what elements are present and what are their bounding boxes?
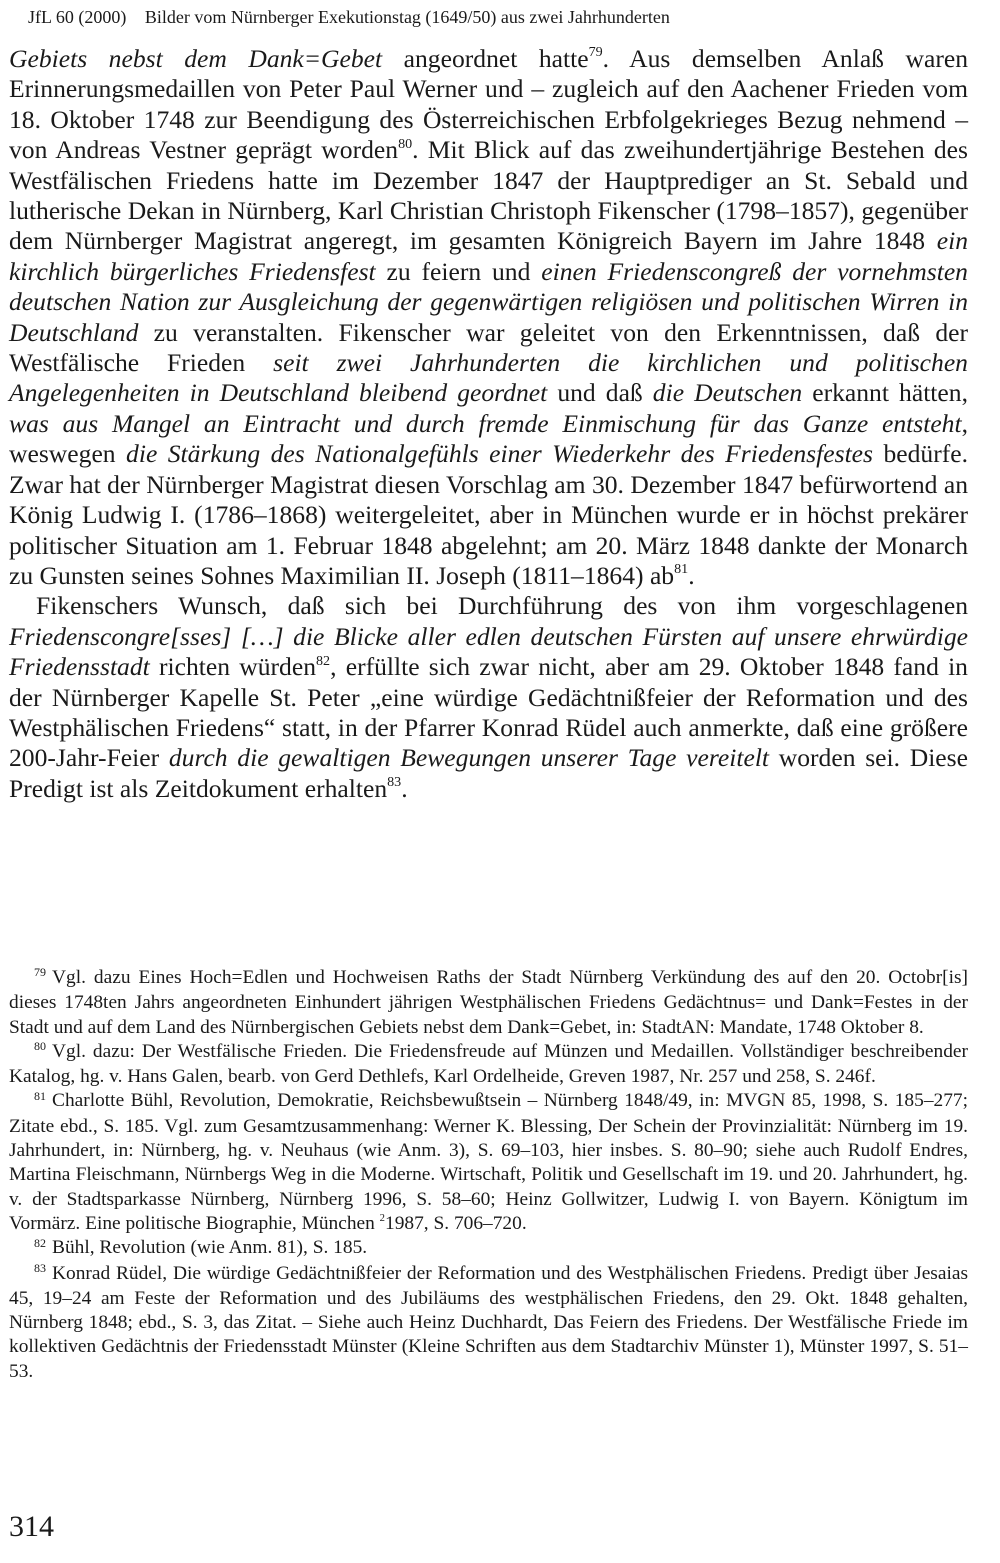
footnote-82	[9, 1236, 968, 1261]
text-run: .	[401, 773, 408, 803]
paragraph-1	[9, 44, 968, 591]
text-run: zu veranstalten. Fikenscher war geleitet von den Erkenntnissen, daß der Westfälische Frieden	[9, 317, 968, 378]
quote: durch die gewaltigen Bewegungen unserer Tage vereitelt	[168, 743, 770, 773]
footnote-text: Bühl, Revolution (wie Anm. 81), S. 185.	[52, 1237, 368, 1259]
footnote-ref-80[interactable]: 80	[398, 135, 413, 152]
quote: seit zwei Jahrhunderten die kirchlichen und politischen Angelegenheiten in Deutschland bleibend geordnet	[9, 348, 968, 408]
edition-superscript: 2	[379, 1211, 385, 1224]
main-text	[9, 44, 968, 804]
page-number: 314	[9, 1510, 54, 1543]
text-run: und daß	[547, 378, 653, 408]
text-run: bedürfe. Zwar hat der Nürnberger Magistrat diesen Vorschlag am 30. Dezember 1847 befürwortend an König Ludwig I. (1786–1868) weitergeleitet, aber in München wurde er in höchst prekärer politischer Situation am 1. Februar 1848 abgelehnt; am 20. März 1848 dankte der Monarch zu Gunsten seines Sohnes Maximilian II. Joseph (1811–1864) ab	[9, 439, 968, 590]
footnote-79	[9, 966, 968, 1040]
running-header	[28, 6, 978, 28]
footnote-text: Charlotte Bühl, Revolution, Demokratie, Reichsbewußtsein – Nürnberg 1848/49, in: MVGN 85, 1998, S. 185–277; Zitate ebd., S. 185. Vgl. zum Gesamtzusammenhang: Werner K. Blessing, Der Schein der Provinzialität: Nürnberg im 19. Jahrhundert, in: Nürnberg, hg. v. Neuhaus (wie Anm. 3), S. 69–103, hier insbes. S. 80–90; siehe auch Rudolf Endres, Martina Fleischmann, Nürnbergs Weg in die Moderne. Wirtschaft, Politik und Gesellschaft im 19. und 20. Jahrhundert, hg. v. der Stadtsparkasse Nürnberg, Nürnberg 1996, S. 58–60; Heinz Gollwitzer, Ludwig I. von Bayern. Königtum im Vormärz. Eine politische Biographie, München	[9, 1090, 968, 1234]
footnote-81	[9, 1089, 968, 1236]
text-run: . Aus demselben Anlaß waren Erinnerungsmedaillen von Peter Paul Werner und – zugleich auf den Aachener Frieden vom 18. Oktober 1748 zur Beendigung des Österreichischen Erbfolgekrieges Bezug nehmend – von Andreas Vestner geprägt worden	[9, 44, 968, 165]
quote: die Deutschen	[652, 378, 803, 408]
footnote-ref-83[interactable]: 83	[387, 774, 402, 791]
text-run: angeordnet hatte	[382, 44, 589, 73]
footnote-80	[9, 1040, 968, 1090]
text-run: worden sei. Diese Predigt ist als Zeitdokument erhalten	[9, 743, 968, 803]
quote: Gebiets nebst dem Dank=Gebet	[9, 44, 383, 73]
footnote-ref-79[interactable]: 79	[588, 44, 603, 61]
footnote-number: 82	[34, 1235, 47, 1250]
text-run: Fikenschers Wunsch, daß sich bei Durchführung des von ihm vorgeschlagenen	[36, 591, 968, 621]
footnote-number: 83	[34, 1260, 47, 1275]
text-run: erkannt hätten,	[802, 378, 968, 408]
text-run: zu feiern und	[375, 256, 542, 286]
quote: ein kirchlich bürgerliches Friedensfest	[9, 226, 968, 286]
footnote-text: 1987, S. 706–720.	[385, 1212, 527, 1234]
text-run: , erfüllte sich zwar nicht, aber am 29. Oktober 1848 fand in der Nürnberger Kapelle St. Peter „eine würdige Gedächtnißfeier der Reformation und des Westphälischen Friedens“ statt, in der Pfarrer Konrad Rüdel auch anmerkte, daß eine größere 200-Jahr-Feier	[9, 652, 968, 773]
footnote-text: Konrad Rüdel, Die würdige Gedächtnißfeier der Reformation und des Westphälischen Friedens. Predigt über Jesaias 45, 19–24 am Feste der Reformation und des Jubiläums des westphälischen Friedens, den 29. Okt. 1848 gehalten, Nürnberg 1848; ebd., S. 3, das Zitat. – Siehe auch Heinz Duchhardt, Das Feiern des Friedens. Der Westfälische Friede im kollektiven Gedächtnis der Friedensstadt Münster (Kleine Schriften aus dem Stadtarchiv Münster 1), Münster 1997, S. 51–53.	[9, 1262, 968, 1382]
footnote-83	[9, 1262, 968, 1384]
paragraph-2	[9, 591, 968, 804]
footnote-number: 81	[34, 1088, 47, 1103]
text-run: , weswegen	[9, 408, 968, 469]
footnote-text: Vgl. dazu: Der Westfälische Frieden. Die Friedensfreude auf Münzen und Medaillen. Vollständiger beschreibender Katalog, hg. v. Hans Galen, bearb. von Gerd Dethlefs, Karl Ordelheide, Greven 1987, Nr. 257 und 258, S. 246f.	[9, 1040, 968, 1088]
footnotes	[9, 966, 968, 1384]
quote: einen Friedenscongreß der vornehmsten deutschen Nation zur Ausgleichung der gegenwärtigen religiösen und politischen Wirren in Deutschland	[9, 256, 968, 347]
quote: die Stärkung des Nationalgefühls einer Wiederkehr des Friedensfestes	[126, 439, 873, 469]
text-run: .	[688, 560, 695, 590]
footnote-number: 79	[34, 965, 47, 980]
text-run: . Mit Blick auf das zweihundertjährige Bestehen des Westfälischen Friedens hatte im Dezember 1847 der Hauptprediger an St. Sebald und lutherische Dekan in Nürnberg, Karl Christian Christoph Fikenscher (1798–1857), gegenüber dem Nürnberger Magistrat angeregt, im gesamten Königreich Bayern im Jahre 1848	[9, 135, 968, 256]
footnote-number: 80	[34, 1039, 47, 1054]
text-run: richten würden	[149, 652, 317, 682]
footnote-ref-81[interactable]: 81	[674, 561, 689, 578]
footnote-text: Vgl. dazu Eines Hoch=Edlen und Hochweisen Raths der Stadt Nürnberg Verkündung des auf den 20. Octobr[is] dieses 1748ten Jahrs angeordneten Einhundert jährigen Westphälischen Friedens Gedächtnus= und Dank=Festes in der Stadt und auf dem Land des Nürnbergischen Gebiets nebst dem Dank=Gebet, in: StadtAN: Mandate, 1748 Oktober 8.	[9, 967, 968, 1038]
journal-citation: JfL 60 (2000)	[28, 7, 127, 27]
quote: was aus Mangel an Eintracht und durch fremde Einmischung für das Ganze entsteht	[9, 408, 962, 438]
footnote-ref-82[interactable]: 82	[316, 652, 331, 669]
quote: Friedenscongre[sses] […] die Blicke aller edlen deutschen Fürsten auf unsere ehrwürdige Friedensstadt	[9, 621, 968, 682]
article-title: Bilder vom Nürnberger Exekutionstag (1649/50) aus zwei Jahrhunderten	[144, 7, 670, 27]
